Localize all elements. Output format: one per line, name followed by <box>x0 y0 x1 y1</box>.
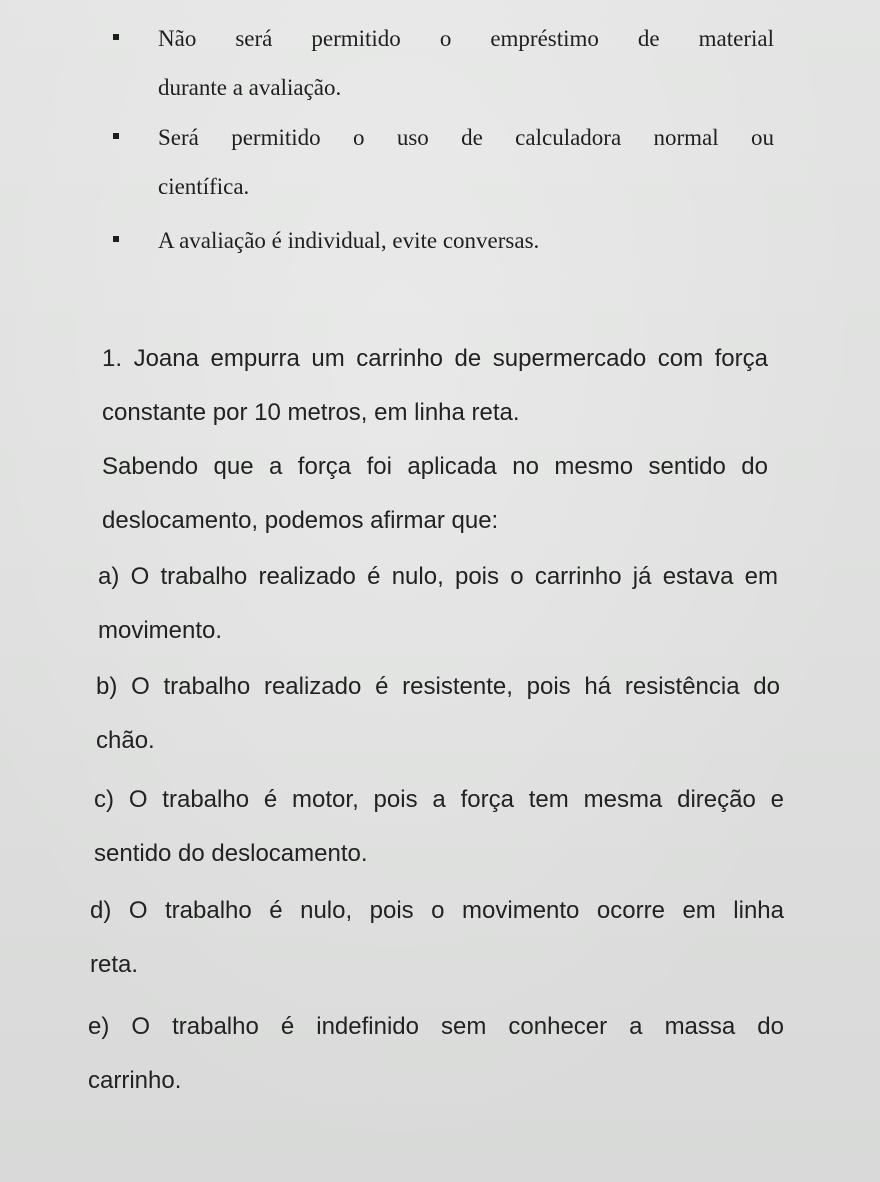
option-c-line2: sentido do deslocamento. <box>94 840 368 867</box>
question-stem <box>102 332 768 548</box>
rule-text-line1: Será permitido o uso de calculadora normal ou <box>158 125 774 150</box>
bullet-icon <box>113 133 119 139</box>
question-line: Sabendo que a força foi aplicada no mesmo sentido do <box>102 453 768 480</box>
question-line: deslocamento, podemos afirmar que: <box>102 507 499 534</box>
option-a-line2: movimento. <box>98 617 223 644</box>
rule-item-3 <box>158 216 774 265</box>
option-b-line2: chão. <box>96 727 155 754</box>
option-e[interactable] <box>88 1000 784 1108</box>
rule-text-line2: científica. <box>158 174 250 199</box>
question-line: 1. Joana empurra um carrinho de supermercado com força <box>102 345 768 372</box>
option-a[interactable] <box>98 550 778 658</box>
option-e-line1: e) O trabalho é indefinido sem conhecer a massa do <box>88 1013 784 1040</box>
option-d-line1: d) O trabalho é nulo, pois o movimento ocorre em linha <box>90 897 784 924</box>
rule-text-line1: Não será permitido o empréstimo de material <box>158 26 774 51</box>
option-d[interactable] <box>90 884 784 992</box>
option-b[interactable] <box>96 660 780 768</box>
option-c[interactable] <box>94 773 784 881</box>
rule-text-line2: durante a avaliação. <box>158 75 342 100</box>
question-line: constante por 10 metros, em linha reta. <box>102 399 520 426</box>
option-a-line1: a) O trabalho realizado é nulo, pois o carrinho já estava em <box>98 563 778 590</box>
rule-text-line1: A avaliação é individual, evite conversas. <box>158 228 540 253</box>
option-d-line2: reta. <box>90 951 139 978</box>
option-c-line1: c) O trabalho é motor, pois a força tem mesma direção e <box>94 786 784 813</box>
rule-item-1 <box>158 14 774 112</box>
bullet-icon <box>113 236 119 242</box>
rule-item-2 <box>158 113 774 211</box>
option-e-line2: carrinho. <box>88 1067 182 1094</box>
option-b-line1: b) O trabalho realizado é resistente, pois há resistência do <box>96 673 780 700</box>
bullet-icon <box>113 34 119 40</box>
